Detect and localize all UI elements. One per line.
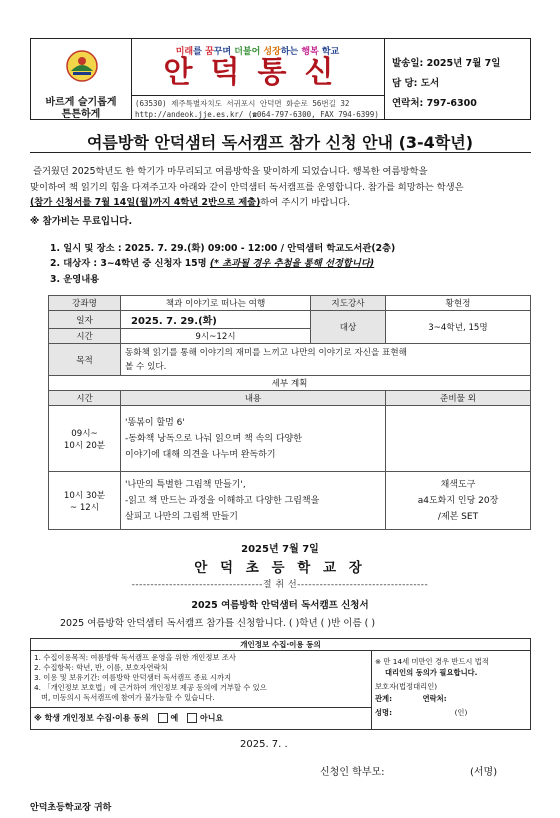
date-label: 일자: [49, 311, 121, 329]
row-time: [49, 406, 121, 472]
contact-person: 담 당: 도서: [392, 78, 440, 89]
website-phone-line[interactable]: http://andeok.jje.es.kr/ (☎064-797-6300, FAX 794-6399): [135, 110, 379, 119]
privacy-consent-box: [30, 638, 531, 730]
intro-line: 맞이하여 책 읽기의 힘을 다져주고자 아래와 같이 안덕샘터 독서캠프를 운영합니다. 참가를 희망하는 학생은: [30, 181, 464, 193]
application-date[interactable]: 2025. 7. .: [240, 739, 288, 750]
guardian-notice: [375, 657, 489, 667]
intro-line: 즐거웠던 2025학년도 한 학기가 마무리되고 여름방학을 맞이하게 되었습니다. 행복한 여름방학을: [32, 166, 428, 177]
applicant-signature: (서명): [470, 767, 498, 778]
program-table: [48, 295, 531, 530]
row-time-line: ~ 12시: [69, 502, 100, 513]
privacy-divider: [31, 707, 371, 708]
row-content: [121, 406, 386, 472]
slogan-part: 꿈: [204, 47, 214, 57]
deadline-notice: (참가 신청서를 7월 14일(월)까지 4학년 2반으로 제출): [30, 197, 261, 208]
teacher-label: 지도강사: [311, 296, 386, 311]
row-time-line: 10시 20분: [63, 440, 106, 451]
slogan-part: 성장: [263, 47, 281, 57]
row-content-line: -동화책 낭독으로 나눠 읽으며 책 속의 다양한: [125, 433, 302, 444]
relation-label: 관계:: [375, 694, 393, 703]
slogan-part: 미래: [175, 47, 194, 57]
newsletter-header: [30, 38, 531, 120]
addressee: 안덕초등학교장 귀하: [30, 803, 112, 813]
intro-paragraph: [30, 164, 531, 211]
contact-phone: 연락처: 797-6300: [392, 98, 477, 109]
target-text: 2. 대상자 : 3~4학년 중 신청자 15명: [50, 258, 210, 269]
consent-row: [34, 713, 223, 724]
issue-date: 발송일: 2025년 7월 7일: [392, 58, 501, 69]
guardian-notice-line: 대리인의 동의가 필요합니다.: [385, 668, 478, 677]
consent-yes-checkbox[interactable]: [158, 713, 168, 723]
privacy-term-line: 3. 이용 및 보유기간: 여름방학 안덕샘터 독서캠프 종료 시까지: [34, 673, 232, 682]
school-motto: [31, 97, 131, 121]
col-content-header: 내용: [121, 391, 386, 406]
guardian-sign-row[interactable]: [375, 708, 467, 718]
target-value: 3~4학년, 15명: [386, 311, 531, 344]
purpose-value: [121, 344, 531, 376]
guardian-relation-row[interactable]: [375, 694, 447, 704]
date-value: 2025. 7. 29.(화): [121, 311, 311, 329]
row-time: [49, 472, 121, 530]
lecture-label: 강좌명: [49, 296, 121, 311]
guardian-label: 보호자(법정대리인): [375, 682, 438, 691]
row-prep: [386, 472, 531, 530]
school-emblem-icon: [65, 49, 99, 83]
intro-line: 하여 주시기 바랍니다.: [260, 197, 351, 208]
prep-line: 채색도구: [440, 479, 476, 490]
guardian-name-label: 성명:: [375, 708, 393, 717]
row-content-line: 이야기에 대해 의견을 나누며 완독하기: [125, 449, 276, 460]
cut-line: -----------------------------------절 취 선-----------------------------------: [131, 580, 429, 590]
privacy-term-line: 4. 「개인정보 보호법」에 근거하여 개인정보 제공 동의에 거부할 수 있으: [34, 683, 267, 692]
document-title: 여름방학 안덕샘터 독서캠프 참가 신청 안내 (3-4학년): [86, 133, 474, 152]
slogan-part: 꾸며: [213, 47, 235, 57]
consent-yes-label: 예: [170, 713, 179, 723]
notice-date: 2025년 7월 7일: [241, 544, 319, 555]
applicant-parent[interactable]: 신청인 학부모:: [320, 767, 385, 778]
newsletter-masthead: [131, 39, 385, 119]
address-line: (63530) 제주특별자치도 서귀포시 안덕면 화순로 56번길 32: [135, 99, 350, 108]
detail-plan-header: 세부 계획: [49, 376, 531, 391]
schedule-item: 1. 일시 및 장소 : 2025. 7. 29.(화) 09:00 - 12:00 / 안덕샘터 학교도서관(2층): [50, 243, 396, 254]
lecture-value: 책과 이야기로 떠나는 여행: [121, 296, 311, 311]
privacy-term-line: 1. 수집이용목적: 여름방학 독서캠프 운영을 위한 개인정보 조사: [34, 653, 236, 662]
purpose-label: 목적: [49, 344, 121, 376]
school-emblem-area: [31, 39, 132, 119]
consent-no-label: 아니요: [200, 713, 224, 723]
guardian-consent: [371, 650, 530, 730]
target-item: [50, 255, 374, 269]
row-time-line: 10시 30분: [63, 490, 106, 501]
row-content-line: '나만의 특별한 그림책 만들기',: [125, 479, 246, 490]
col-time-header: 시간: [49, 391, 121, 406]
application-statement[interactable]: 2025 여름방학 안덕샘터 독서캠프 참가를 신청합니다. ( )학년 ( )반 이름 ( ): [60, 618, 376, 629]
privacy-term-line: 2. 수집항목: 학년, 반, 이름, 보호자연락처: [34, 663, 168, 672]
contact-label: 연락처:: [422, 694, 447, 703]
row-content: [121, 472, 386, 530]
time-value: 9시~12시: [121, 329, 311, 344]
row-time-line: 09시~: [71, 428, 98, 439]
purpose-line: 볼 수 있다.: [125, 361, 167, 372]
issue-info: [384, 39, 532, 119]
slogan-part: 를: [193, 47, 205, 57]
title-divider: [30, 152, 531, 153]
application-title: 2025 여름방학 안덕샘터 독서캠프 신청서: [191, 600, 369, 611]
row-content-line: '똥볶이 할멈 6': [125, 417, 185, 428]
purpose-line: 동화책 읽기를 통해 이야기의 재미를 느끼고 나만의 이야기로 자신을 표현해: [125, 347, 407, 358]
time-label: 시간: [49, 329, 121, 344]
consent-label: ※ 학생 개인정보 수집·이용 동의: [34, 713, 149, 723]
motto-line-1: 바르게 슬기롭게: [45, 97, 117, 108]
consent-no-checkbox[interactable]: [187, 713, 197, 723]
teacher-value: 황현정: [386, 296, 531, 311]
school-address: [131, 95, 384, 121]
program-item: 3. 운영내용: [50, 274, 100, 285]
slogan-part: 학교: [318, 47, 340, 57]
row-prep: [386, 406, 531, 472]
prep-line: /제본 SET: [437, 511, 479, 522]
slogan-part: 더불어: [234, 47, 261, 57]
privacy-title: 개인정보 수집·이용 동의: [240, 640, 321, 649]
guardian-seal-label: (인): [454, 708, 468, 717]
motto-line-2: 튼튼하게: [61, 109, 101, 120]
privacy-terms: [31, 650, 372, 730]
row-content-line: -읽고 책 만드는 과정을 이해하고 다양한 그림책을: [125, 495, 320, 506]
guardian-notice-line: ※ 만 14세 미만인 경우 반드시 법적: [375, 657, 489, 666]
privacy-term-line: 며, 미동의시 독서캠프에 참여가 불가능할 수 있습니다.: [34, 693, 215, 702]
table-row: [49, 472, 531, 530]
fee-notice: ※ 참가비는 무료입니다.: [30, 216, 133, 227]
slogan-part: 행복: [301, 47, 319, 57]
col-prep-header: 준비물 외: [386, 391, 531, 406]
lottery-note: (* 초과될 경우 추첨을 통해 선정합니다): [209, 258, 375, 269]
principal-signature: 안 덕 초 등 학 교 장: [194, 560, 366, 576]
row-content-line: 살피고 나만의 그림책 만들기: [125, 511, 238, 522]
prep-line: a4도화지 인당 20장: [417, 495, 499, 506]
target-label: 대상: [311, 311, 386, 344]
table-row: [49, 406, 531, 472]
newsletter-title: 안덕통신: [163, 55, 352, 90]
slogan-part: 하는: [280, 47, 302, 57]
